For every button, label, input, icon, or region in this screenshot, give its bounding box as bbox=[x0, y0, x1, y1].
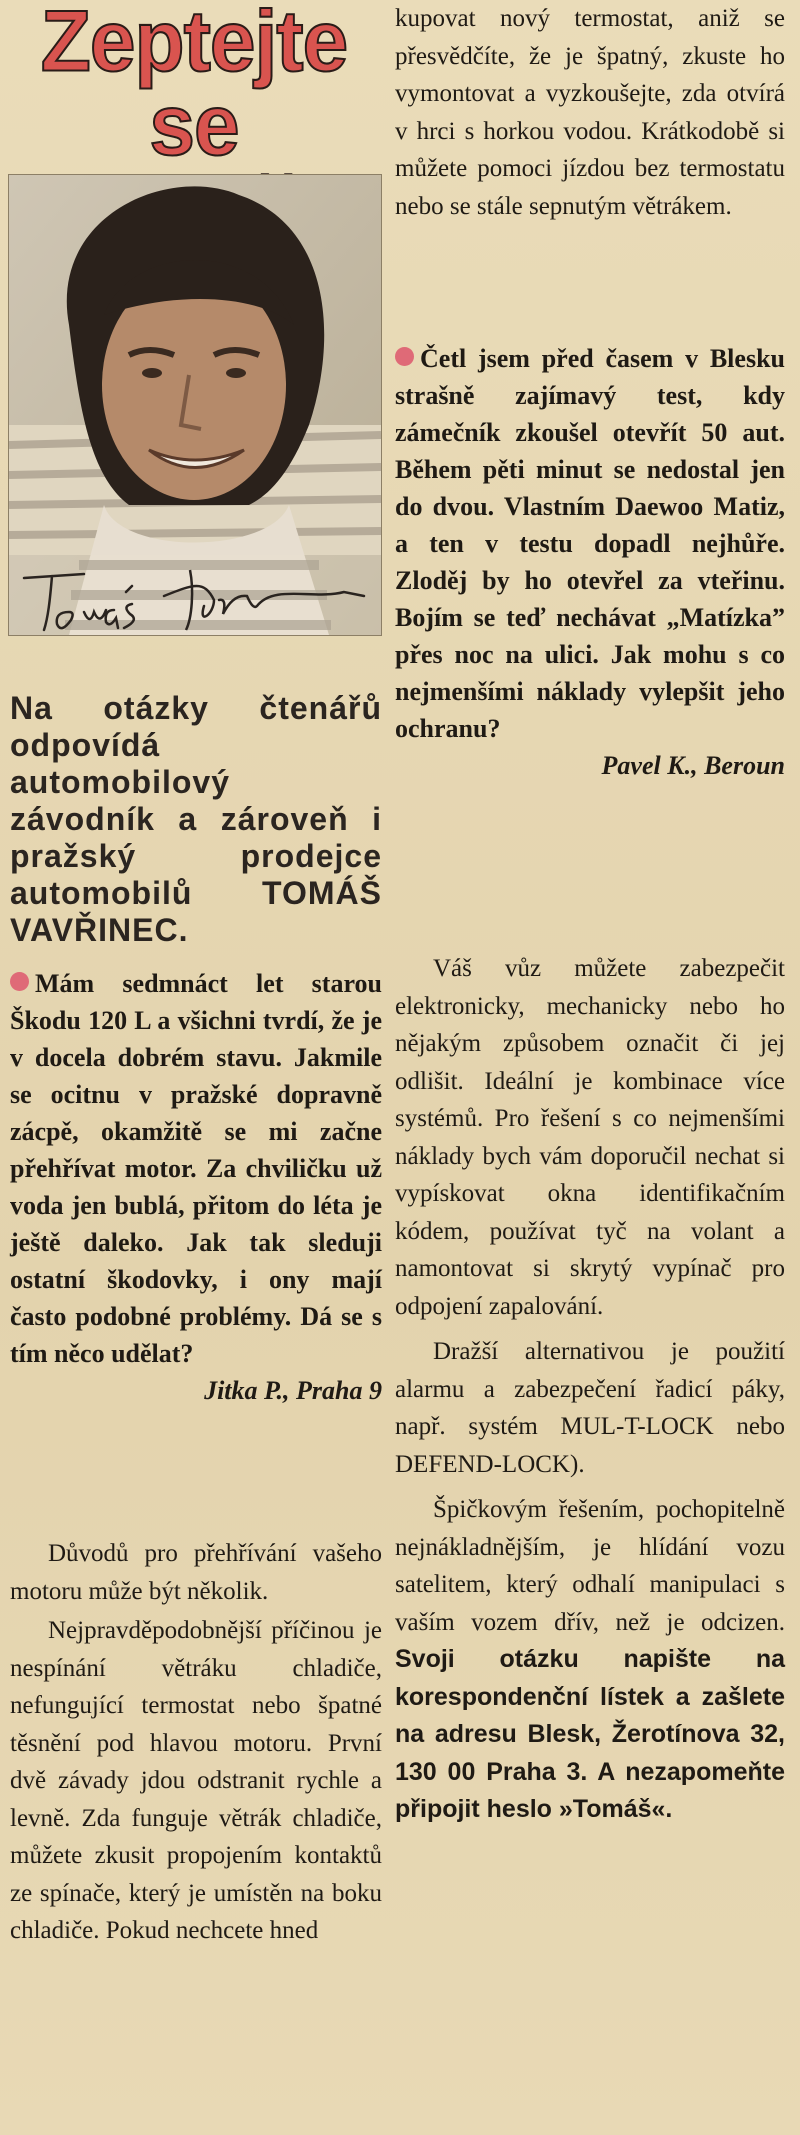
answer-1-paragraph-1: Důvodů pro přehřívání vašeho motoru může být několik. bbox=[10, 1540, 382, 1605]
left-column bbox=[0, 0, 385, 2135]
question-1 bbox=[10, 965, 382, 1409]
answer-1-continued bbox=[395, 0, 785, 225]
answer-1-paragraph-2: Nejpravděpodobnější příčinou je nespínání větráku chladiče, nefungující termostat nebo špatné těsnění pod hlavou motoru. První dvě závady jdou odstranit rychle a levně. Zda funguje větrák chladiče, můžete zkusit propojením kontaktů ze spínače, který je umístěn na boku chladiče. Pokud nechcete hned bbox=[10, 1617, 382, 1944]
question-1-author: Jitka P., Praha 9 bbox=[204, 1376, 382, 1405]
right-column bbox=[395, 0, 785, 2135]
question-1-text: Mám sedmnáct let starou Škodu 120 L a všichni tvrdí, že je v docela dobrém stavu. Jakmile se ocitnu v pražské dopravně zácpě, okamžitě se mi začne přehřívat motor. Za chviličku už voda jen bublá, přitom do léta je ještě daleko. Jak tak sleduji ostatní škodovky, i ony mají často podobné problémy. Dá se s tím něco udělat? bbox=[10, 969, 382, 1368]
question-2-author: Pavel K., Beroun bbox=[601, 751, 785, 780]
bullet-icon bbox=[395, 347, 414, 366]
question-2 bbox=[395, 340, 785, 784]
answer-2-paragraph-2: Dražší alternativou je použití alarmu a zabezpečení řadicí páky, např. systém MUL-T-LOCK nebo DEFEND-LOCK). bbox=[395, 1338, 785, 1478]
answer-2 bbox=[395, 950, 785, 1829]
answer-1 bbox=[10, 1535, 382, 1950]
question-2-text: Četl jsem před časem v Blesku strašně zajímavý test, kdy zámečník zkoušel otevřít 50 aut. Během pěti minut se nedostal jen do dvou. Vlastním Daewoo Matiz, a ten v testu dopadl nejhůře. Zloděj by ho otevřel za vteřinu. Bojím se teď nechávat „Matízka” přes noc na ulici. Jak mohu s co nejmenšími náklady vylepšit jeho ochranu? bbox=[395, 344, 785, 743]
intro-text: Na otázky čtenářů odpovídá automobilový závodník a zároveň i pražský prodejce automobilů TOMÁŠ VAVŘINEC. bbox=[10, 690, 382, 948]
answer-2-paragraph-3-text: Špičkovým řešením, pochopitelně nejnákladnějším, je hlídání vozu satelitem, který odhalí manipulaci s vaším vozem dřív, než je odcizen. bbox=[395, 1496, 785, 1636]
closing-note: Svoji otázku napište na korespondenční lístek a zašlete na adresu Blesk, Žerotínova 32, 130 00 Praha 3. A nezapomeňte připojit heslo »Tomáš«. bbox=[395, 1645, 785, 1823]
headline: Zeptejte se bbox=[40, 0, 348, 174]
bullet-icon bbox=[10, 972, 29, 991]
handwritten-signature bbox=[14, 560, 374, 640]
answer-2-paragraph-3 bbox=[395, 1491, 785, 1829]
answer-2-paragraph-1: Váš vůz můžete zabezpečit elektronicky, mechanicky nebo ho nějakým způsobem označit či jej odlišit. Ideální je kombinace více systémů. Pro řešení s co nejmenšími náklady bych vám doporučil nechat si vypískovat okna identifikačním kódem, používat tyč na volant a namontovat si skrytý vypínač pro odpojení zapalování. bbox=[395, 955, 785, 1320]
answer-1-paragraph-3: kupovat nový termostat, aniž se přesvědčíte, že je špatný, zkuste ho vymontovat a vyzkoušejte, zda otvírá v hrci s horkou vodou. Krátkodobě si můžete pomoci jízdou bez termostatu nebo se stále sepnutým větrákem. bbox=[395, 5, 785, 220]
